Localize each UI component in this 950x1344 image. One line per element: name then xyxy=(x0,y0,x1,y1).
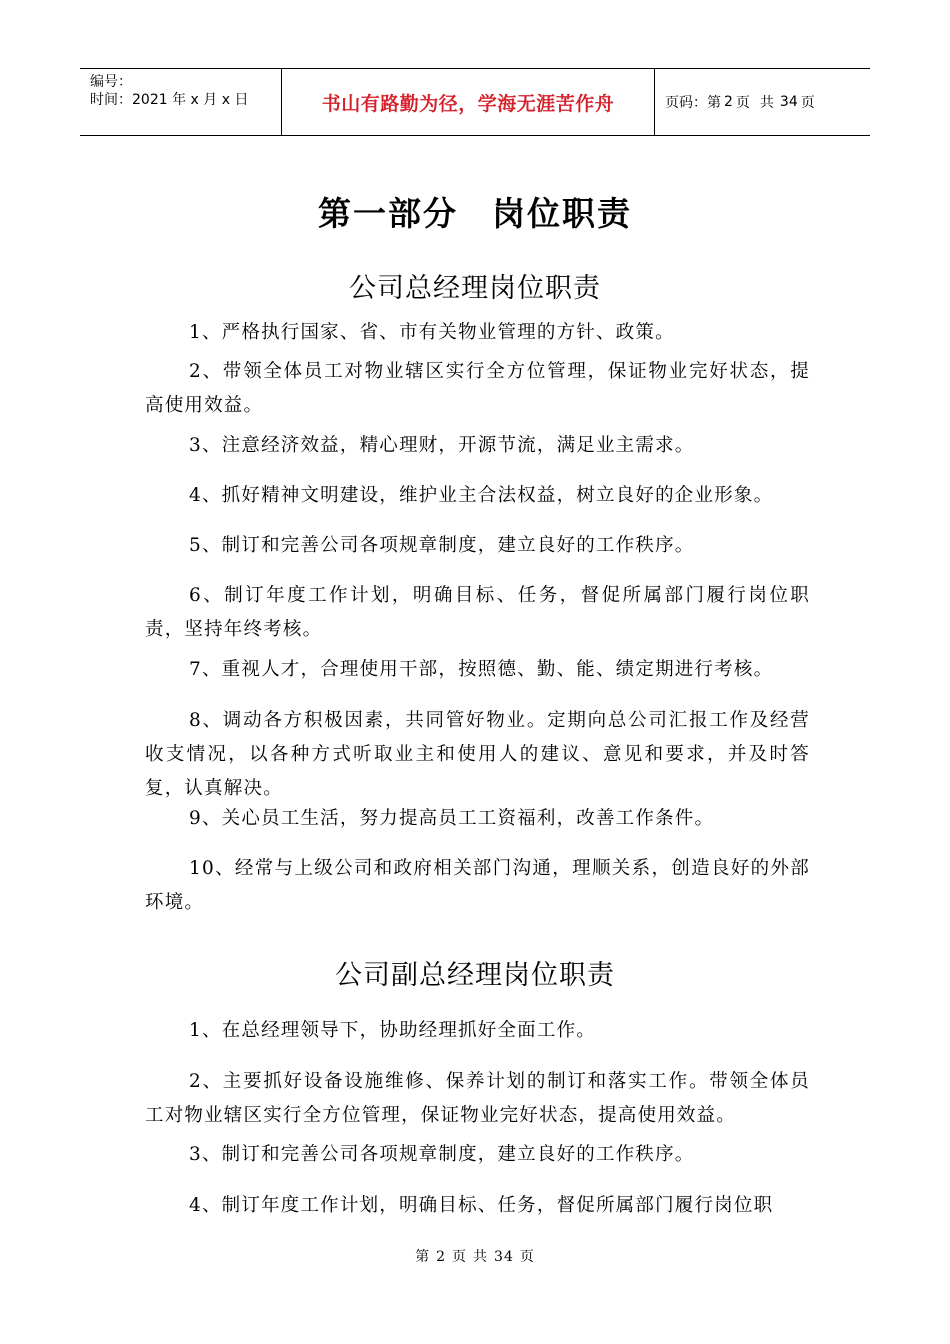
section-title-general-manager: 公司总经理岗位职责 xyxy=(349,273,601,304)
part-title xyxy=(0,188,950,235)
header-page-current: 2 xyxy=(724,94,733,110)
footer-current-page: 2 xyxy=(436,1249,447,1265)
duty-item: 4、抓好精神文明建设，维护业主合法权益，树立良好的企业形象。 xyxy=(189,485,774,506)
duty-item: 6、制订年度工作计划，明确目标、任务，督促所属部门履行岗位职责，坚持年终考核。 xyxy=(145,585,810,640)
part-title-text: 岗位职责 xyxy=(492,194,632,233)
duty-item: 9、关心员工生活，努力提高员工工资福利，改善工作条件。 xyxy=(189,808,715,829)
header-meta xyxy=(80,69,282,135)
header-page-label: 页码：第 xyxy=(665,95,721,111)
header-page-unit: 页 xyxy=(735,95,750,111)
footer-unit: 页 xyxy=(452,1249,468,1265)
duty-item: 5、制订和完善公司各项规章制度，建立良好的工作秩序。 xyxy=(189,535,695,556)
footer-total-pages: 34 xyxy=(494,1249,514,1265)
footer-total-label: 共 xyxy=(473,1249,489,1265)
page-footer xyxy=(0,1246,950,1266)
document-header xyxy=(80,68,870,136)
footer-unit2: 页 xyxy=(519,1249,535,1265)
duty-item: 2、主要抓好设备设施维修、保养计划的制订和落实工作。带领全体员工对物业辖区实行全方位管理，保证物业完好状态，提高使用效益。 xyxy=(145,1071,810,1126)
header-page-unit2: 页 xyxy=(800,95,815,111)
section-title-deputy-general-manager: 公司副总经理岗位职责 xyxy=(335,960,615,991)
duty-item: 8、调动各方积极因素，共同管好物业。定期向总公司汇报工作及经营收支情况，以各种方式听取业主和使用人的建议、意见和要求，并及时答复，认真解决。 xyxy=(145,710,810,799)
header-page-number xyxy=(655,69,870,135)
duty-item: 3、制订和完善公司各项规章制度，建立良好的工作秩序。 xyxy=(189,1144,695,1165)
duty-item: 3、注意经济效益，精心理财，开源节流，满足业主需求。 xyxy=(189,435,695,456)
duty-item: 4、制订年度工作计划，明确目标、任务，督促所属部门履行岗位职 xyxy=(189,1195,774,1216)
part-title-number: 第一部分 xyxy=(318,194,458,233)
header-page-total: 34 xyxy=(779,94,798,110)
header-page-total-label: 共 xyxy=(759,95,774,111)
document-date-label: 时间：2021 年 x 月 x 日 xyxy=(90,92,249,108)
duty-item: 2、带领全体员工对物业辖区实行全方位管理，保证物业完好状态，提高使用效益。 xyxy=(145,361,810,416)
duty-item: 7、重视人才，合理使用干部，按照德、勤、能、绩定期进行考核。 xyxy=(189,659,774,680)
header-motto: 书山有路勤为径，学海无涯苦作舟 xyxy=(282,69,655,135)
footer-prefix: 第 xyxy=(415,1249,431,1265)
duty-item: 1、严格执行国家、省、市有关物业管理的方针、政策。 xyxy=(189,322,675,343)
duty-item: 1、在总经理领导下，协助经理抓好全面工作。 xyxy=(189,1020,596,1041)
duty-item: 10、经常与上级公司和政府相关部门沟通，理顺关系，创造良好的外部环境。 xyxy=(145,858,810,913)
document-number-label: 编号： xyxy=(90,74,132,90)
